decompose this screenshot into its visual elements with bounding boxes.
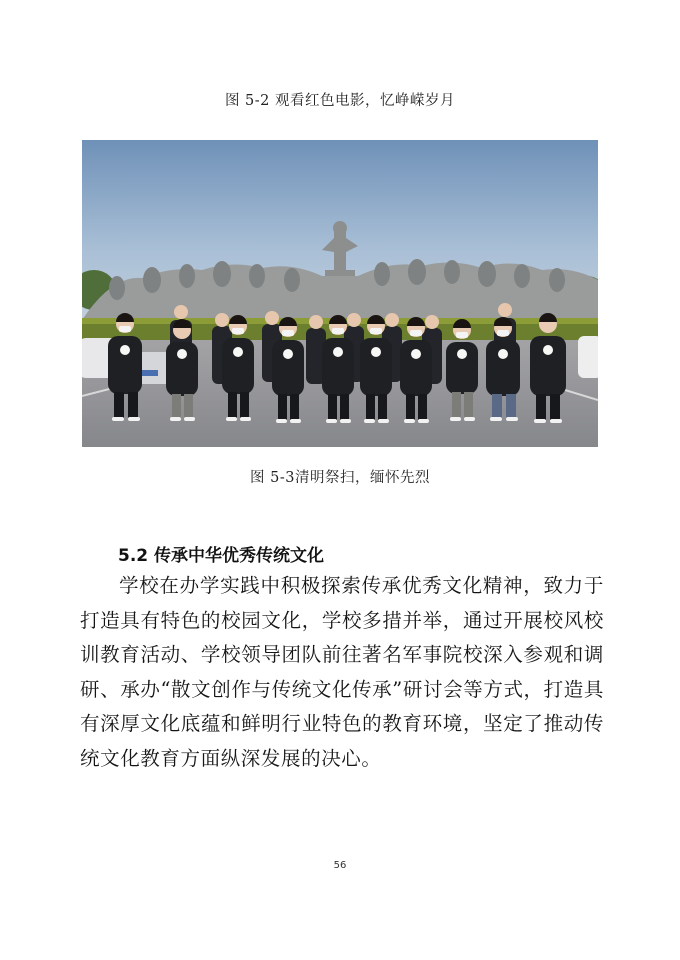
section-heading: 5.2 传承中华优秀传统文化 (118, 546, 325, 566)
figure-5-3-caption: 图 5-3清明祭扫，缅怀先烈 (250, 470, 430, 486)
student-group (108, 303, 566, 423)
figure-5-2-caption: 图 5-2 观看红色电影，忆峥嵘岁月 (224, 93, 456, 109)
car-right (578, 336, 598, 378)
memorial-group-photo (82, 140, 598, 447)
body-paragraph: 学校在办学实践中积极探索传承优秀文化精神，致力于打造具有特色的校园文化，学校多措并举，通过开展校风校训教育活动、学校领导团队前往著名军事院校深入参观和调研、承办“散文创作与传统文化传承”研讨会等方式，打造具有深厚文化底蕴和鲜明行业特色的教育环境，坚定了推动传统文化教育方面纵深发展的决心。 (80, 574, 604, 770)
page-number: 56 (333, 860, 347, 871)
